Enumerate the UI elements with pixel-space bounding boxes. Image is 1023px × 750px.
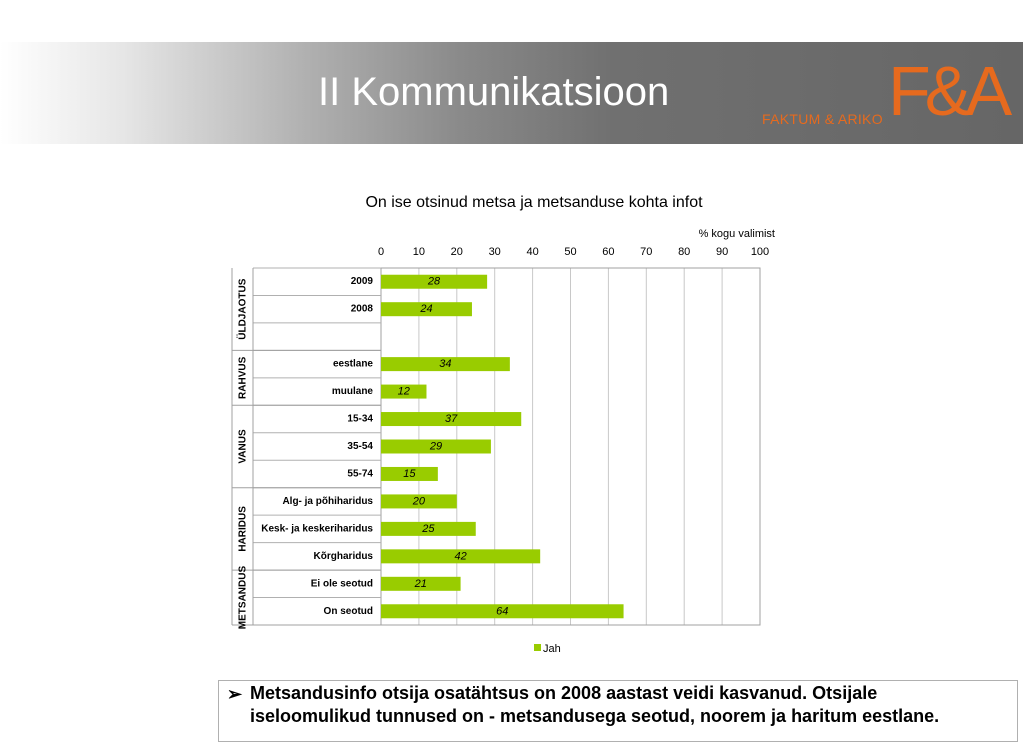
x-tick-label: 90 [715, 246, 729, 258]
unit-label: % kogu valimist [698, 228, 775, 240]
data-label: 64 [496, 605, 509, 618]
chart-title: On ise otsinud metsa ja metsanduse kohta infot [365, 194, 703, 211]
logo-text: FAKTUM & ARIKO [762, 111, 883, 127]
x-tick-label: 10 [412, 246, 426, 258]
category-label: 15-34 [347, 413, 373, 425]
x-tick-label: 50 [564, 246, 577, 258]
category-label: Kõrgharidus [313, 550, 373, 562]
callout-box [218, 680, 1018, 742]
category-label: 55-74 [347, 468, 373, 480]
data-label: 24 [420, 303, 433, 316]
bullet-arrow-icon: ➢ [227, 684, 243, 704]
x-tick-label: 30 [488, 246, 501, 258]
slide-title: II Kommunikatsioon [318, 70, 670, 114]
category-label: Alg- ja põhiharidus [282, 495, 373, 507]
group-label: METSANDUS [237, 565, 249, 630]
x-tick-label: 100 [750, 246, 770, 258]
x-tick-label: 40 [526, 246, 539, 258]
category-label: 35-54 [347, 441, 373, 452]
data-label: 29 [429, 440, 443, 453]
data-label: 12 [397, 385, 410, 398]
legend-swatch [534, 644, 541, 651]
data-label: 21 [414, 577, 427, 590]
category-label: eestlane [332, 358, 373, 370]
group-label: RAHVUS [237, 356, 249, 399]
category-label: 2009 [350, 276, 373, 288]
category-label: muulane [331, 386, 373, 398]
callout-text [250, 682, 1010, 728]
x-tick-label: 80 [678, 246, 691, 258]
group-label: VANUS [237, 429, 249, 464]
callout-line-2: iseloomulikud tunnused on - metsandusega seotud, noorem ja haritum eestlane. [250, 706, 940, 726]
category-label: Kesk- ja keskeriharidus [261, 523, 373, 535]
category-label: 2008 [350, 303, 373, 315]
data-label: 28 [427, 275, 441, 288]
data-label: 34 [439, 358, 452, 371]
data-label: 25 [422, 522, 435, 535]
data-label: 15 [403, 467, 416, 480]
x-tick-label: 60 [602, 246, 615, 258]
data-label: 20 [412, 495, 426, 508]
legend-label: Jah [543, 643, 561, 655]
x-tick-label: 20 [450, 246, 463, 258]
category-label: Ei ole seotud [310, 578, 373, 590]
data-label: 42 [454, 550, 467, 563]
group-label: HARIDUS [237, 506, 249, 552]
x-tick-label: 70 [640, 246, 653, 258]
logo: F&A [888, 52, 1007, 130]
category-label: On seotud [323, 605, 373, 617]
group-label: ÜLDJAOTUS [237, 278, 249, 340]
data-label: 37 [444, 413, 458, 426]
callout-line-1: Metsandusinfo otsija osatähtsus on 2008 aastast veidi kasvanud. Otsijale [250, 683, 878, 703]
x-tick-label: 0 [377, 246, 385, 258]
